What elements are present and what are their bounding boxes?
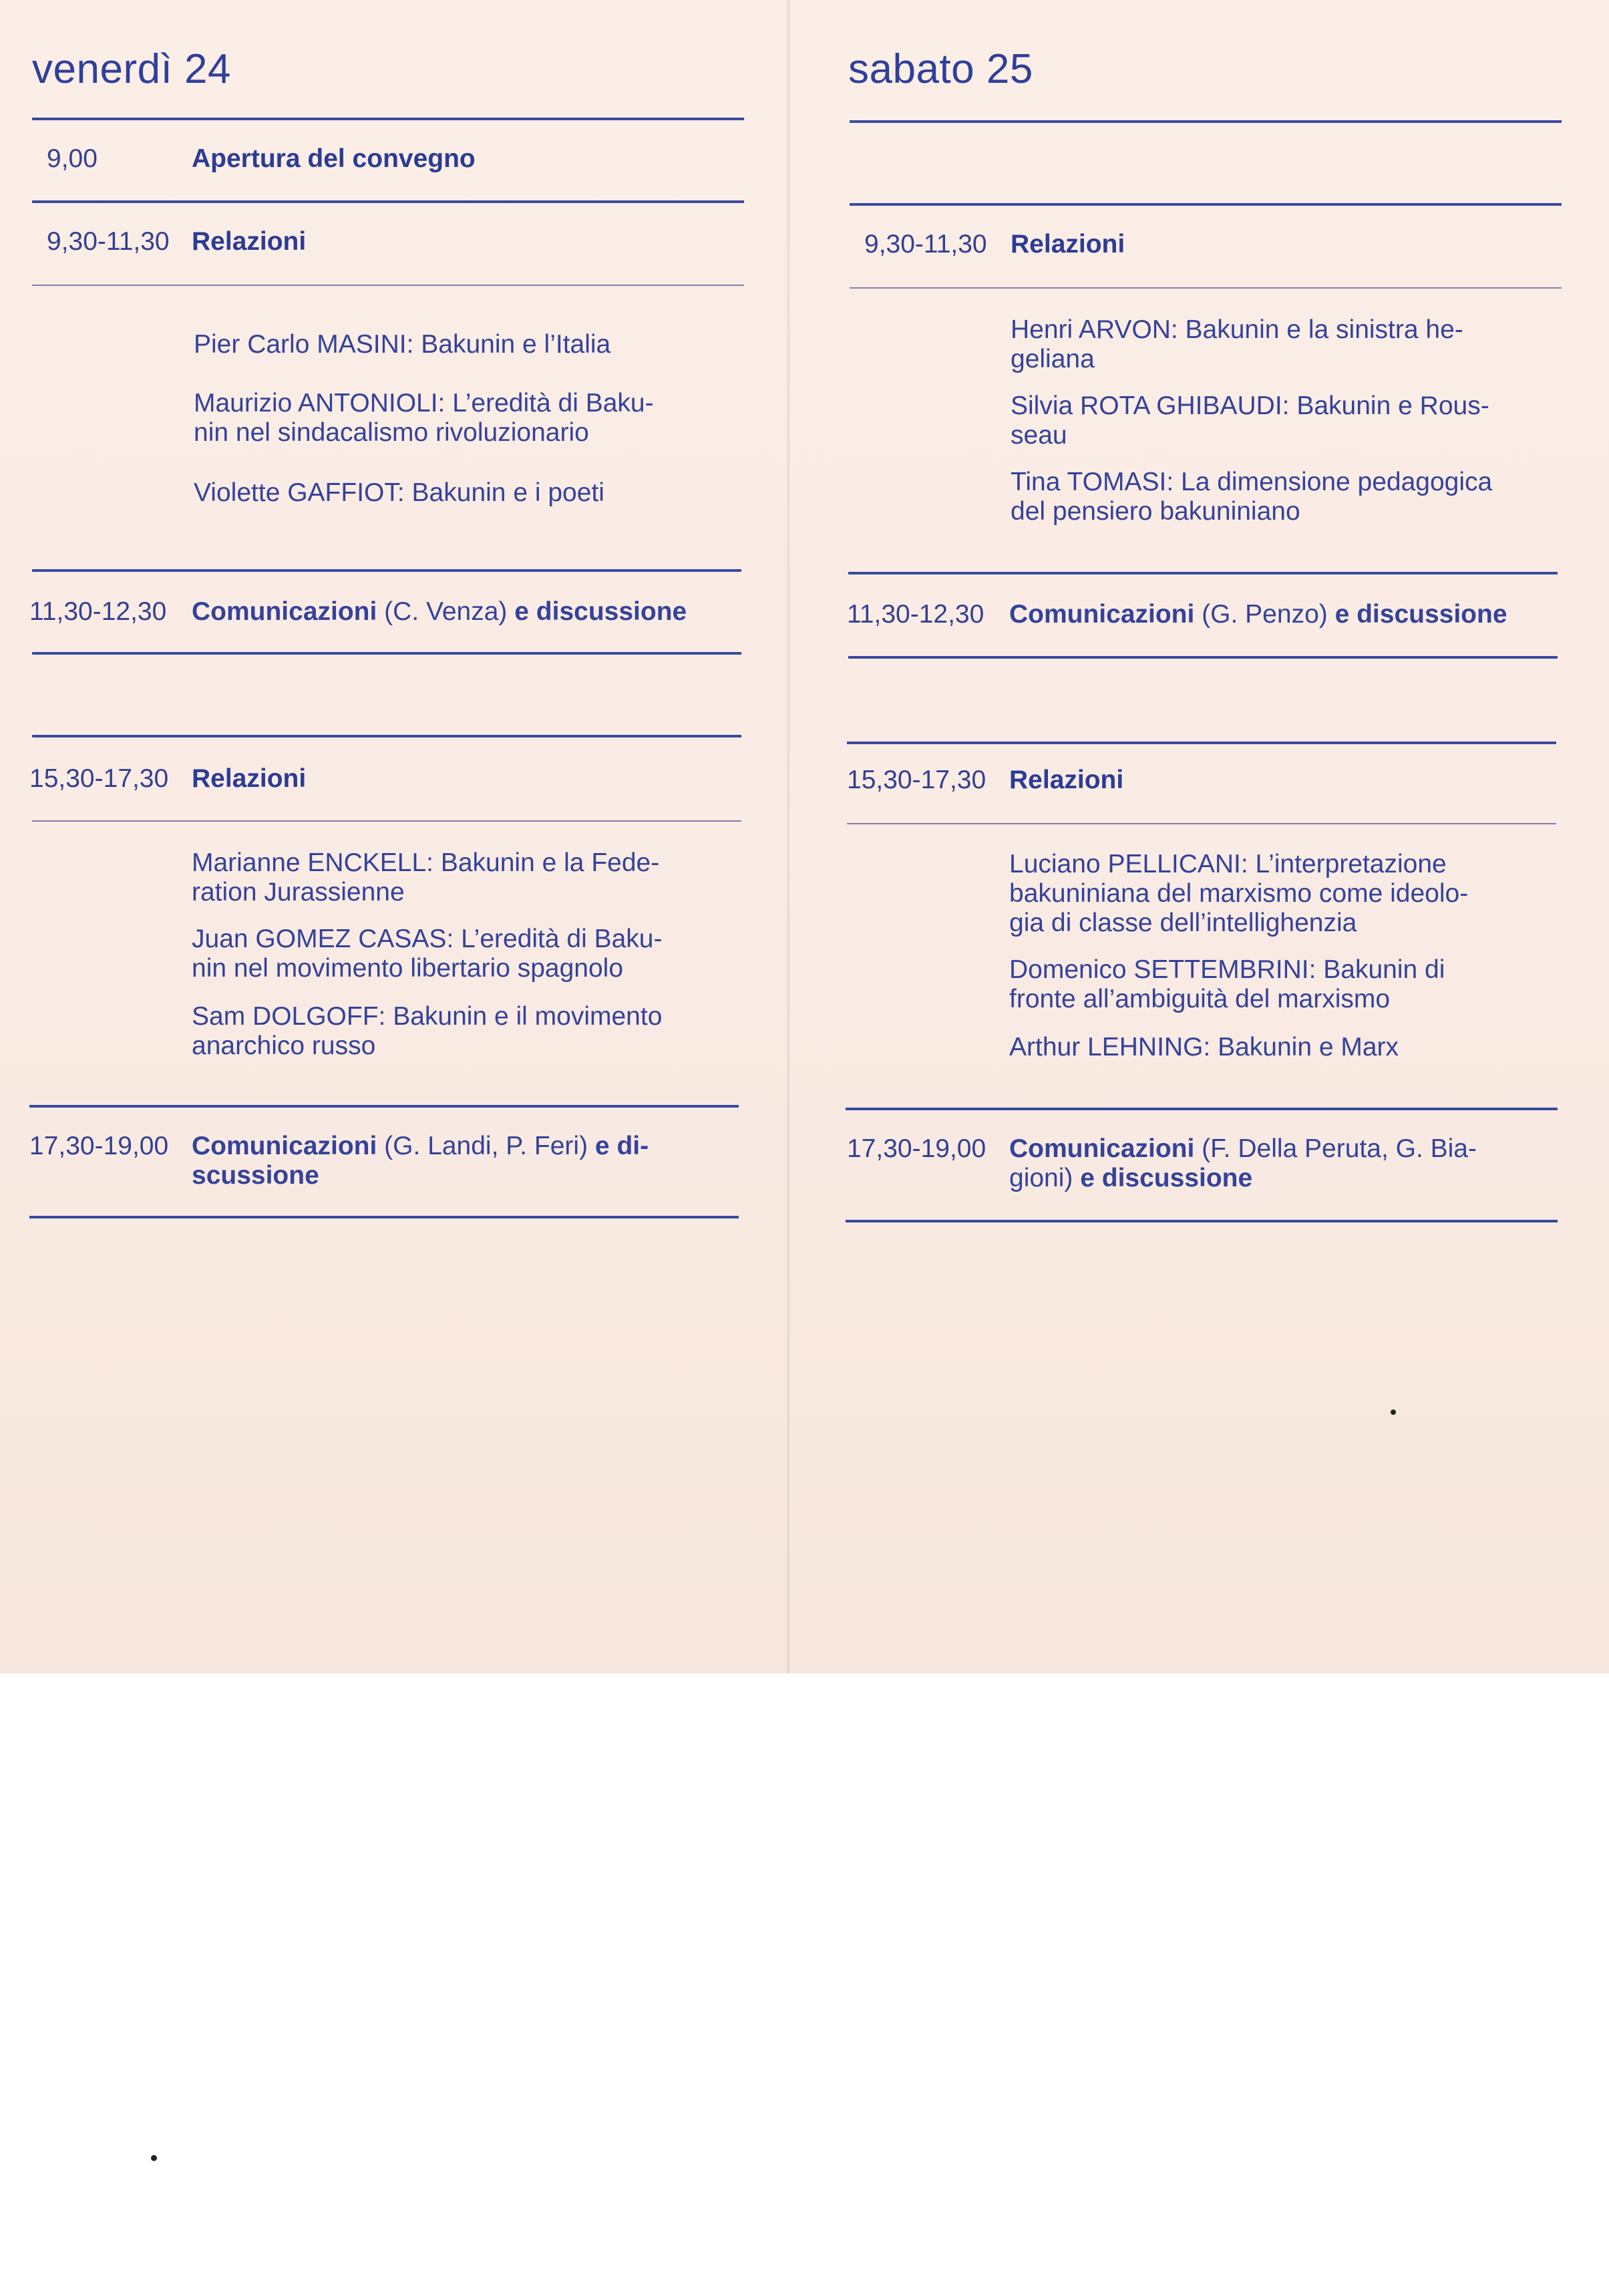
talk-item: Pier Carlo MASINI: Bakunin e l’Italia: [194, 330, 611, 359]
talk-item: Silvia ROTA GHIBAUDI: Bakunin e Rous- seau: [1011, 391, 1489, 450]
rule: [846, 1220, 1558, 1222]
rule: [847, 823, 1556, 824]
slot-time: 9,30-11,30: [47, 227, 170, 256]
rule: [850, 287, 1562, 289]
slot-heading: Comunicazioni (G. Penzo) e discussione: [1009, 600, 1507, 629]
talk-item: Luciano PELLICANI: L’interpretazione bakuniniana del marxismo come ideolo- gia di classe dell’intellighenzia: [1009, 850, 1469, 937]
rule: [847, 742, 1556, 744]
rule: [850, 203, 1562, 206]
slot-heading: Relazioni: [192, 764, 307, 793]
day-title-right: sabato 25: [848, 46, 1033, 92]
rule: [32, 569, 741, 572]
rule: [32, 652, 741, 655]
slot-time: 17,30-19,00: [29, 1132, 169, 1160]
slot-time: 11,30-12,30: [29, 597, 167, 626]
rule: [32, 118, 744, 120]
ink-speck: [1391, 1410, 1396, 1415]
slot-time: 15,30-17,30: [29, 764, 169, 793]
ink-speck: [151, 2155, 157, 2161]
talk-item: Tina TOMASI: La dimensione pedagogica del pensiero bakuniniano: [1011, 468, 1493, 526]
slot-heading: Comunicazioni (G. Landi, P. Feri) e di- scussione: [192, 1132, 649, 1190]
slot-time: 11,30-12,30: [847, 600, 985, 629]
page-fold: [787, 0, 791, 1673]
slot-heading: Relazioni: [1011, 230, 1125, 259]
slot-heading: Relazioni: [192, 227, 307, 256]
talk-item: Sam DOLGOFF: Bakunin e il movimento anarchico russo: [192, 1002, 663, 1060]
talk-item: Marianne ENCKELL: Bakunin e la Fede- ration Jurassienne: [192, 848, 660, 907]
rule: [850, 120, 1562, 123]
slot-heading: Comunicazioni (C. Venza) e discussione: [192, 597, 687, 626]
talk-item: Domenico SETTEMBRINI: Bakunin di fronte all’ambiguità del marxismo: [1009, 955, 1445, 1013]
slot-heading: Relazioni: [1009, 766, 1124, 794]
slot-heading: Apertura del convegno: [192, 144, 476, 173]
day-title-left: venerdì 24: [32, 46, 231, 92]
slot-heading: Comunicazioni (F. Della Peruta, G. Bia- gioni) e discussione: [1009, 1134, 1477, 1192]
slot-time: 9,00: [47, 144, 98, 173]
slot-time: 9,30-11,30: [864, 230, 987, 259]
rule: [32, 285, 744, 286]
rule: [32, 200, 744, 203]
talk-item: Arthur LEHNING: Bakunin e Marx: [1009, 1033, 1399, 1061]
rule: [846, 1108, 1558, 1110]
rule: [848, 656, 1558, 659]
rule: [848, 572, 1558, 575]
talk-item: Juan GOMEZ CASAS: L’eredità di Baku- nin nel movimento libertario spagnolo: [192, 925, 663, 983]
talk-item: Maurizio ANTONIOLI: L’eredità di Baku- nin nel sindacalismo rivoluzionario: [194, 389, 654, 447]
rule: [32, 820, 741, 822]
slot-time: 17,30-19,00: [847, 1134, 987, 1163]
slot-time: 15,30-17,30: [847, 766, 987, 794]
talk-item: Violette GAFFIOT: Bakunin e i poeti: [194, 478, 604, 507]
rule: [29, 1216, 739, 1218]
rule: [29, 1105, 739, 1108]
rule: [32, 735, 741, 737]
talk-item: Henri ARVON: Bakunin e la sinistra he- geliana: [1011, 315, 1463, 373]
